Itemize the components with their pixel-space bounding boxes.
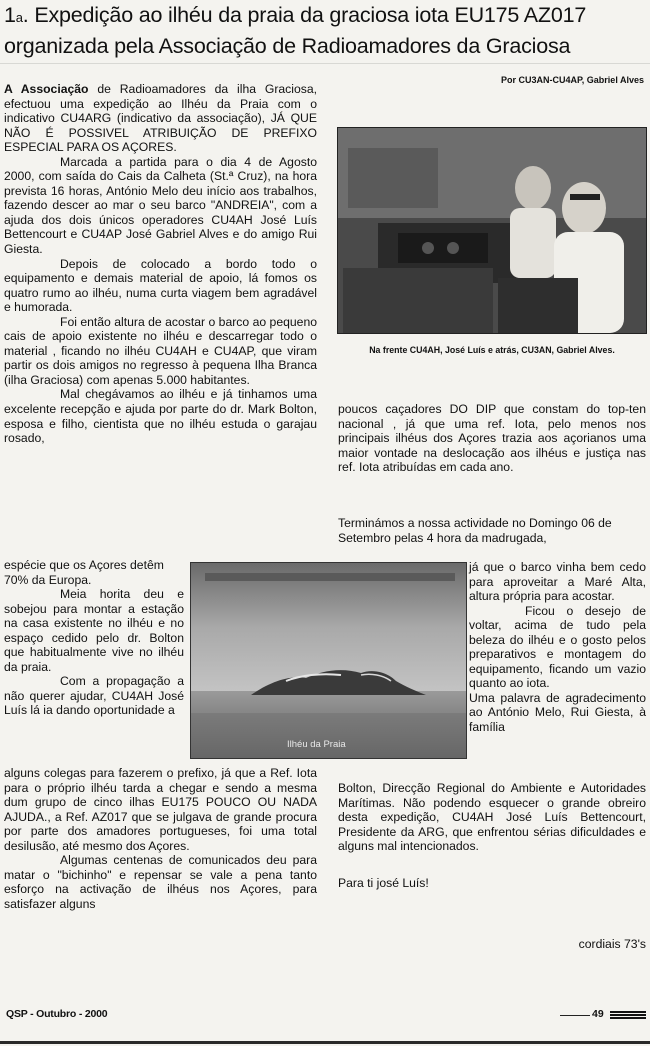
islet-photo-label: Ilhéu da Praia bbox=[287, 739, 346, 750]
paragraph-ending: Terminámos a nossa actividade no Domingo 06 de Setembro pelas 4 hora da madrugada, bbox=[338, 516, 612, 545]
title-line-1-text: . Expedição ao ilhéu da praia da graciosa iota EU175 AZ017 bbox=[22, 3, 587, 27]
title-line-2: organizada pela Associação de Radioamadores da Graciosa bbox=[4, 34, 571, 58]
paragraph-station: Meia horita deu e sobejou para montar a estação na casa existente no ilhéu e no espaço cedido pelo dr. Bolton que habitualmente vive no ilhéu da praia. bbox=[4, 587, 184, 674]
title-ordinal: a bbox=[15, 10, 23, 25]
signoff: cordiais 73's bbox=[578, 937, 646, 951]
page-number: 49 bbox=[592, 1008, 604, 1020]
column-1-wrap bbox=[4, 558, 184, 718]
article-title bbox=[4, 0, 646, 62]
operators-photo bbox=[337, 127, 647, 334]
column-2-bottom bbox=[338, 781, 646, 854]
paragraph-departure: Marcada a partida para o dia 4 de Agosto 2000, com saída do Cais da Calheta (St.ª Cruz), na hora prevista 16 horas, António Melo deu início aos trabalhos, fazendo descer ao mar o seu barco "ANDREIA", com a ajuda dos dois únicos operadores CU4AH José Luís Bettencourt e CU4AP José Gabriel Alves e do amigo Rui Giesta. bbox=[4, 154, 317, 257]
islet-photo-image bbox=[191, 563, 466, 758]
operators-photo-caption: Na frente CU4AH, José Luís e atrás, CU3AN, Gabriel Alves. bbox=[369, 345, 615, 355]
paragraph-species: espécie que os Açores detêm 70% da Europa. bbox=[4, 558, 164, 587]
paragraph-boarding: Depois de colocado a bordo todo o equipamento e demais material de apoio, lá fomos os quatro rumo ao ilhéu, numa curta viagem bem agradável e humorada. bbox=[4, 256, 317, 315]
paragraph-reception: Mal chegávamos ao ilhéu e já tinhamos uma excelente recepção e ajuda por parte do dr. Mark Bolton, esposa e filho, cientista que no ilhéu estuda o garajau rosado, bbox=[4, 387, 317, 446]
column-1-bottom bbox=[4, 766, 317, 911]
paragraph-wish: Ficou o desejo de voltar, acima de tudo pela beleza do ilhéu e o gosto pelos preparativos e montagem do equipamento, ficando um vazio quanto ao iota. bbox=[469, 603, 646, 691]
title-line-1 bbox=[4, 0, 646, 31]
footer-rule bbox=[560, 1015, 590, 1016]
byline: Por CU3AN-CU4AP, Gabriel Alves bbox=[500, 75, 644, 85]
paragraph-propagation: Com a propagação a não querer ajudar, CU4AH José Luís lá ia dando oportunidade a bbox=[4, 674, 184, 718]
column-2-end bbox=[338, 516, 646, 545]
column-2-top bbox=[338, 402, 646, 475]
paragraph-thanks-continued: Bolton, Direcção Regional do Ambiente e Autoridades Marítimas. Não podendo esquecer o grande obreiro desta expedição, CU4AH José Luís Bettencourt, Presidente da ARG, que enfrentou sérias dificuldades e alguns mal intencionados. bbox=[338, 781, 646, 854]
column-1-top bbox=[4, 82, 317, 446]
intro-lead: A Associação bbox=[4, 82, 89, 96]
footer-publication: QSP - Outubro - 2000 bbox=[6, 1008, 108, 1020]
paragraph-boat: já que o barco vinha bem cedo para aproveitar a Maré Alta, altura própria para acostar. bbox=[469, 560, 646, 604]
paragraph-communications: Algumas centenas de comunicados deu para matar o "bichinho" e repensar se vale a pena tanto esforço na activação de ilhéus nos Açores, para satisfazer alguns bbox=[4, 853, 317, 911]
operators-photo-image bbox=[338, 128, 646, 333]
title-number: 1 bbox=[4, 3, 16, 27]
paragraph-thanks: Uma palavra de agradecimento ao António Melo, Rui Giesta, à família bbox=[469, 690, 646, 735]
header-divider bbox=[0, 63, 650, 64]
intro-text: de Radioamadores da ilha Graciosa, efectuou uma expedição ao Ilhéu da Praia com o indicativo CU4ARG (indicativo da associação), JÁ QUE NÃO É POSSIVEL ATRIBUIÇÃO DE PREFIXO ESPECIAL PARA OS AÇORES. bbox=[4, 82, 317, 155]
paragraph-arrival: Foi então altura de acostar o barco ao pequeno cais de apoio existente no ilhéu e descarregar todo o material , ficando no ilhéu CU4AH e CU4AP, que viram partir os dois amigos no regresso à pequena Ilha Branca (ilha Graciosa) com apenas 5.000 habitantes. bbox=[4, 314, 317, 387]
column-2-wrap bbox=[469, 560, 646, 735]
islet-photo bbox=[190, 562, 467, 759]
footer-decoration bbox=[610, 1011, 646, 1020]
paragraph-prefix: alguns colegas para fazerem o prefixo, já que a Ref. Iota para o próprio ilhéu tarda a chegar e sendo a mesma dum grupo de cinco ilhas EU175 POUCO OU NADA AJUDA., a Ref. AZ017 que se julgava de grande procura por parte dos amadores portugueses, foi uma total desilusão, até mesmo dos Açores. bbox=[4, 766, 317, 853]
paragraph-dx-hunters: poucos caçadores DO DIP que constam do top-ten nacional , já que uma ref. Iota, pelo menos nos principais ilhéus dos Açores trazia aos açorianos uma maior vontade na deslocação aos ilhéus e justiça nas ref. Iota atribuídas em cada ano. bbox=[338, 402, 646, 475]
bottom-edge-line bbox=[0, 1041, 650, 1044]
closing-line: Para ti josé Luís! bbox=[338, 876, 429, 890]
paragraph-intro bbox=[4, 82, 317, 155]
